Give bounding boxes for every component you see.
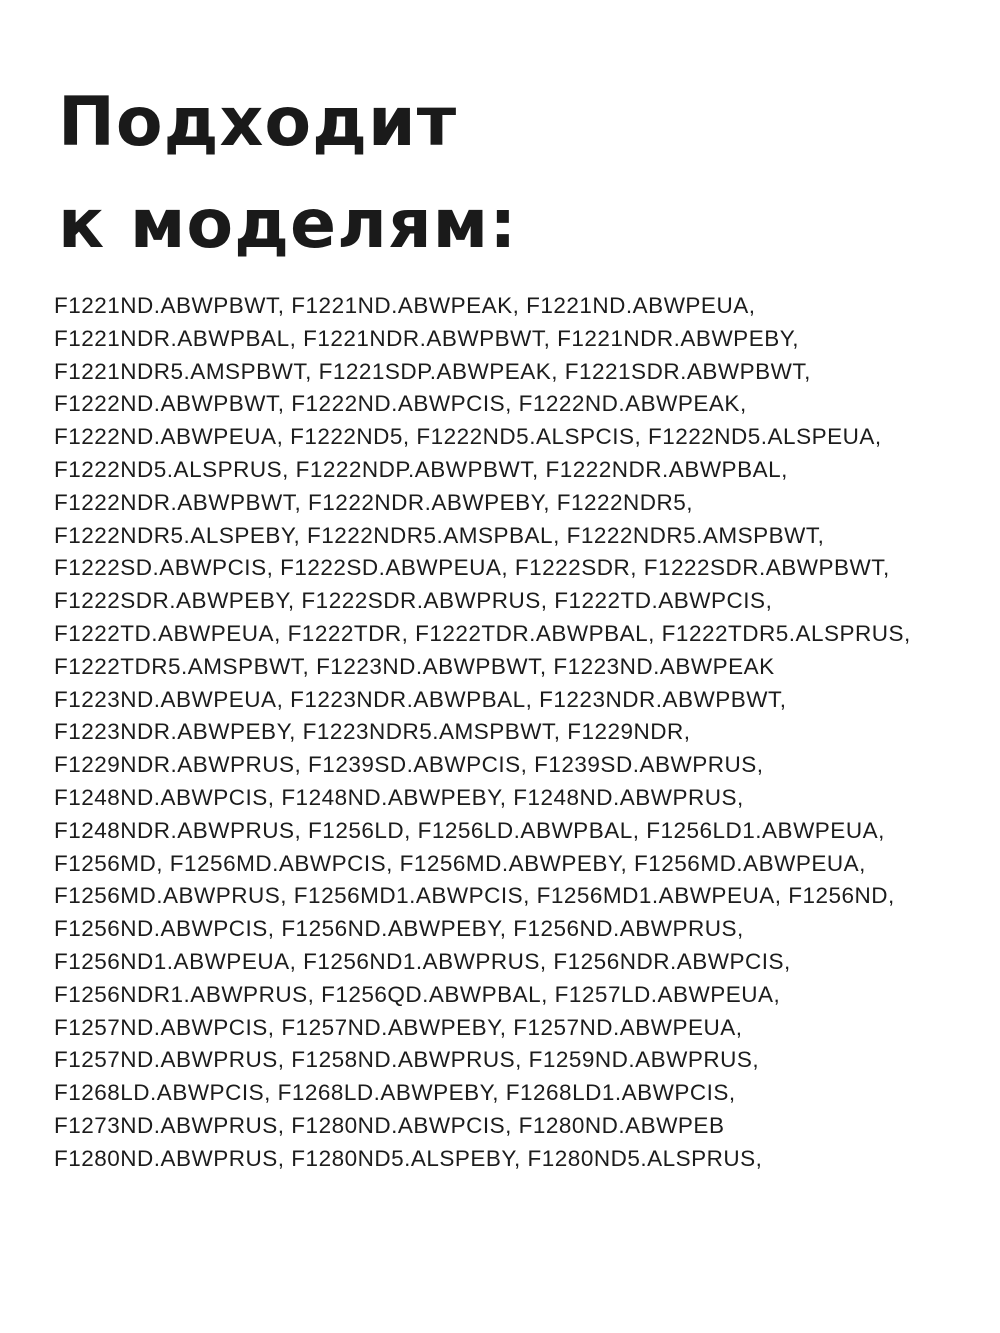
model-line: F1256MD, F1256MD.ABWPCIS, F1256MD.ABWPEBY, F1256MD.ABWPEUA, — [54, 850, 866, 876]
model-line: F1268LD.ABWPCIS, F1268LD.ABWPEBY, F1268LD1.ABWPCIS, — [54, 1080, 736, 1106]
model-line: F1222ND5.ALSPRUS, F1222NDP.ABWPBWT, F1222NDR.ABWPBAL, — [54, 456, 788, 482]
model-line: F1257ND.ABWPCIS, F1257ND.ABWPEBY, F1257ND.ABWPEUA, — [54, 1014, 743, 1040]
model-line: F1222SDR.ABWPEBY, F1222SDR.ABWPRUS, F1222TD.ABWPCIS, — [54, 588, 773, 614]
model-line: F1256NDR1.ABWPRUS, F1256QD.ABWPBAL, F1257LD.ABWPEUA, — [54, 981, 781, 1007]
title-line-1: Подходит — [58, 83, 458, 162]
model-line: F1223NDR.ABWPEBY, F1223NDR5.AMSPBWT, F1229NDR, — [54, 719, 691, 745]
model-line: F1222SD.ABWPCIS, F1222SD.ABWPEUA, F1222SDR, F1222SDR.ABWPBWT, — [54, 555, 890, 581]
model-line: F1223ND.ABWPEUA, F1223NDR.ABWPBAL, F1223NDR.ABWPBWT, — [54, 686, 787, 712]
model-line: F1256MD.ABWPRUS, F1256MD1.ABWPCIS, F1256MD1.ABWPEUA, F1256ND, — [54, 883, 895, 909]
model-line: F1256ND1.ABWPEUA, F1256ND1.ABWPRUS, F1256NDR.ABWPCIS, — [54, 948, 791, 974]
page-title — [58, 72, 517, 276]
model-line: F1256ND.ABWPCIS, F1256ND.ABWPEBY, F1256ND.ABWPRUS, — [54, 916, 744, 942]
model-line: F1257ND.ABWPRUS, F1258ND.ABWPRUS, F1259ND.ABWPRUS, — [54, 1047, 760, 1073]
title-line-2: к моделям: — [58, 185, 518, 264]
model-line: F1280ND.ABWPRUS, F1280ND5.ALSPEBY, F1280ND5.ALSPRUS, — [54, 1145, 763, 1171]
model-line: F1221NDR.ABWPBAL, F1221NDR.ABWPBWT, F1221NDR.ABWPEBY, — [54, 325, 800, 351]
model-line: F1222TDR5.AMSPBWT, F1223ND.ABWPBWT, F1223ND.ABWPEAK — [54, 653, 775, 679]
model-line: F1248NDR.ABWPRUS, F1256LD, F1256LD.ABWPBAL, F1256LD1.ABWPEUA, — [54, 817, 885, 843]
model-line: F1222ND.ABWPBWT, F1222ND.ABWPCIS, F1222ND.ABWPEAK, — [54, 391, 747, 417]
model-line: F1222TD.ABWPEUA, F1222TDR, F1222TDR.ABWPBAL, F1222TDR5.ALSPRUS, — [54, 620, 911, 646]
model-line: F1248ND.ABWPCIS, F1248ND.ABWPEBY, F1248ND.ABWPRUS, — [54, 784, 744, 810]
model-line: F1273ND.ABWPRUS, F1280ND.ABWPCIS, F1280ND.ABWPEB — [54, 1112, 725, 1138]
model-line: F1229NDR.ABWPRUS, F1239SD.ABWPCIS, F1239SD.ABWPRUS, — [54, 752, 764, 778]
model-line: F1222NDR.ABWPBWT, F1222NDR.ABWPEBY, F1222NDR5, — [54, 489, 694, 515]
model-line: F1221NDR5.AMSPBWT, F1221SDP.ABWPEAK, F1221SDR.ABWPBWT, — [54, 358, 811, 384]
model-line: F1222NDR5.ALSPEBY, F1222NDR5.AMSPBAL, F1222NDR5.AMSPBWT, — [54, 522, 825, 548]
compatible-models-list — [54, 290, 984, 1176]
model-line: F1221ND.ABWPBWT, F1221ND.ABWPEAK, F1221ND.ABWPEUA, — [54, 293, 756, 318]
model-line: F1222ND.ABWPEUA, F1222ND5, F1222ND5.ALSPCIS, F1222ND5.ALSPEUA, — [54, 424, 882, 450]
